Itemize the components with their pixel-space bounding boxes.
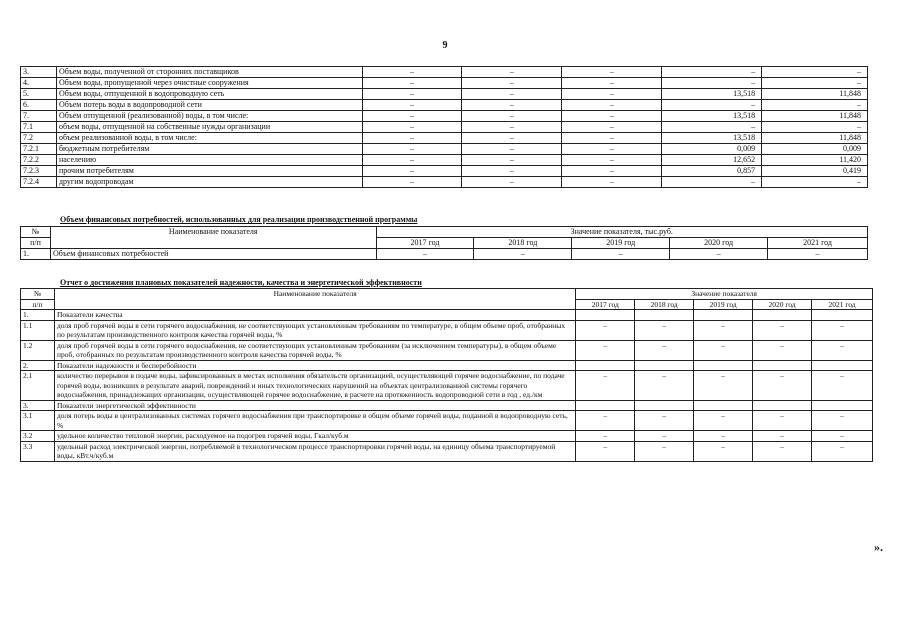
row-value: –: [812, 320, 873, 340]
row-name: доля проб горячей воды в сети горячего водоснабжения, не соответствующих установленным требованиям по температуре, в общем объеме проб, отобранных по результатам производственного контроля качества горячей воды, %: [54, 320, 575, 340]
row-name: доля потерь воды в централизованных системах горячего водоснабжения при транспортировке в общем объеме горячей воды, поданной в водопроводную сеть, %: [54, 411, 575, 431]
row-value: –: [753, 441, 812, 461]
row-number: 1.2: [21, 340, 55, 360]
col-num-header-2: п/п: [21, 238, 51, 249]
empty-cell: [812, 310, 873, 321]
row-name: Показатели надежности и бесперебойности: [54, 360, 575, 371]
row-value: –: [462, 133, 562, 144]
row-value: –: [753, 320, 812, 340]
row-value: –: [362, 155, 462, 166]
year-header: 2018 год: [474, 238, 572, 249]
table-row: [21, 144, 868, 155]
row-value: 13,518: [662, 133, 762, 144]
year-header: 2019 год: [694, 299, 753, 310]
row-value: –: [474, 249, 572, 260]
row-value: –: [362, 133, 462, 144]
row-number: 3.: [21, 67, 57, 78]
row-value: –: [562, 144, 662, 155]
row-value: –: [753, 340, 812, 360]
table-row: [21, 78, 868, 89]
row-value: –: [753, 411, 812, 431]
group-row: [21, 360, 873, 371]
year-header: 2021 год: [768, 238, 868, 249]
row-value: –: [462, 177, 562, 188]
row-value: 0,419: [762, 166, 868, 177]
row-value: –: [662, 67, 762, 78]
row-name: доля проб горячей воды в сети горячего водоснабжения, не соответствующих установленным требованиям (за исключением температуры), в общем объеме проб, отобранных по результатам производственного контроля качества горячей воды, %: [54, 340, 575, 360]
row-value: –: [462, 67, 562, 78]
row-value: –: [694, 371, 753, 401]
row-value: –: [812, 441, 873, 461]
empty-cell: [576, 360, 635, 371]
col-value-header: Значение показателя: [576, 289, 873, 300]
table-row: [21, 371, 873, 401]
row-value: –: [576, 411, 635, 431]
table-row: [21, 411, 873, 431]
col-name-header: Наименование показателя: [54, 289, 575, 310]
table-row: [21, 155, 868, 166]
row-value: –: [462, 144, 562, 155]
empty-cell: [753, 310, 812, 321]
row-value: –: [562, 133, 662, 144]
section-title-financial: Объем финансовых потребностей, использованных для реализации производственной программы: [60, 215, 418, 224]
col-num-header: №: [21, 289, 55, 300]
row-name: Показатели энергетической эффективности: [54, 400, 575, 411]
row-number: 3.3: [21, 441, 55, 461]
row-value: –: [562, 89, 662, 100]
row-value: –: [762, 177, 868, 188]
row-value: –: [762, 100, 868, 111]
row-value: –: [635, 431, 694, 442]
row-value: –: [576, 431, 635, 442]
row-value: –: [362, 78, 462, 89]
closing-quote: ».: [874, 540, 883, 554]
empty-cell: [576, 400, 635, 411]
empty-cell: [635, 400, 694, 411]
row-value: 11,848: [762, 111, 868, 122]
row-name: удельное количество тепловой энергии, расходуемое на подогрев горячей воды, Гкал/куб.м: [54, 431, 575, 442]
row-name: Объем воды, полученной от сторонних поставщиков: [56, 67, 362, 78]
row-value: –: [462, 78, 562, 89]
empty-cell: [694, 310, 753, 321]
row-value: –: [562, 166, 662, 177]
table-row: [21, 441, 873, 461]
section-title-reliability: Отчет о достижении плановых показателей надежности, качества и энергетической эффективности: [60, 278, 422, 287]
row-value: –: [562, 100, 662, 111]
row-value: –: [768, 249, 868, 260]
row-value: –: [362, 144, 462, 155]
row-name: другим водопроводам: [56, 177, 362, 188]
row-value: –: [753, 371, 812, 401]
row-value: –: [576, 371, 635, 401]
row-value: –: [562, 78, 662, 89]
row-value: –: [662, 177, 762, 188]
empty-cell: [694, 400, 753, 411]
col-num-header-2: п/п: [21, 299, 55, 310]
row-value: –: [562, 111, 662, 122]
empty-cell: [694, 360, 753, 371]
table-row: [21, 89, 868, 100]
row-number: 7.2: [21, 133, 57, 144]
empty-cell: [576, 310, 635, 321]
row-value: 12,652: [662, 155, 762, 166]
row-value: –: [562, 67, 662, 78]
row-value: –: [362, 177, 462, 188]
row-value: –: [812, 411, 873, 431]
table-row: [21, 340, 873, 360]
row-value: –: [670, 249, 768, 260]
col-name-header: Наименование показателя: [50, 227, 376, 249]
row-value: –: [562, 122, 662, 133]
row-value: –: [572, 249, 670, 260]
year-header: 2019 год: [572, 238, 670, 249]
empty-cell: [812, 400, 873, 411]
row-name: Показатели качества: [54, 310, 575, 321]
row-value: –: [362, 122, 462, 133]
row-number: 4.: [21, 78, 57, 89]
table-row: [21, 177, 868, 188]
table-row: [21, 166, 868, 177]
row-value: –: [576, 441, 635, 461]
row-value: –: [635, 320, 694, 340]
row-value: –: [362, 67, 462, 78]
row-name: удельный расход электрической энергии, потребляемой в технологическом процессе транспортировки горячей воды, на единицу объема транспортируемой воды, кВт.ч/куб.м: [54, 441, 575, 461]
row-number: 6.: [21, 100, 57, 111]
row-value: –: [662, 122, 762, 133]
empty-cell: [635, 360, 694, 371]
row-value: –: [462, 122, 562, 133]
row-value: –: [462, 166, 562, 177]
row-value: 13,518: [662, 111, 762, 122]
row-name: Объем воды, отпущенной в водопроводную сеть: [56, 89, 362, 100]
row-value: –: [694, 431, 753, 442]
row-name: прочим потребителям: [56, 166, 362, 177]
row-value: 11,848: [762, 89, 868, 100]
row-number: 2.: [21, 360, 55, 371]
row-name: объем реализованной воды, в том числе:: [56, 133, 362, 144]
year-header: 2021 год: [812, 299, 873, 310]
row-value: –: [635, 441, 694, 461]
row-name: объем воды, отпущенной на собственные нужды организации: [56, 122, 362, 133]
row-value: –: [462, 89, 562, 100]
row-value: –: [762, 67, 868, 78]
row-value: –: [462, 155, 562, 166]
row-value: 0,009: [762, 144, 868, 155]
row-value: 11,848: [762, 133, 868, 144]
row-value: 11,420: [762, 155, 868, 166]
row-value: –: [376, 249, 474, 260]
table-row: [21, 100, 868, 111]
row-value: –: [762, 78, 868, 89]
row-value: –: [562, 177, 662, 188]
col-num-header: №: [21, 227, 51, 238]
row-value: –: [694, 441, 753, 461]
row-number: 7.2.4: [21, 177, 57, 188]
empty-cell: [635, 310, 694, 321]
row-value: –: [812, 340, 873, 360]
water-volume-table: [20, 66, 868, 188]
row-name: бюджетным потребителям: [56, 144, 362, 155]
row-number: 7.2.3: [21, 166, 57, 177]
empty-cell: [753, 400, 812, 411]
row-value: –: [562, 155, 662, 166]
row-value: –: [462, 100, 562, 111]
row-value: 0,009: [662, 144, 762, 155]
row-value: –: [662, 100, 762, 111]
empty-cell: [753, 360, 812, 371]
group-row: [21, 400, 873, 411]
financial-needs-table: [20, 226, 868, 260]
year-header: 2020 год: [753, 299, 812, 310]
group-row: [21, 310, 873, 321]
table-row: [21, 320, 873, 340]
row-value: 0,857: [662, 166, 762, 177]
year-header: 2017 год: [576, 299, 635, 310]
row-value: –: [662, 78, 762, 89]
table-row: [21, 431, 873, 442]
year-header: 2020 год: [670, 238, 768, 249]
row-value: –: [635, 411, 694, 431]
row-number: 2.1: [21, 371, 55, 401]
page-number: 9: [442, 40, 448, 51]
row-name: Объем потерь воды в водопроводной сети: [56, 100, 362, 111]
row-value: –: [362, 111, 462, 122]
row-name: Объем воды, пропущенной через очистные сооружения: [56, 78, 362, 89]
col-value-header: Значение показателя, тыс.руб.: [376, 227, 867, 238]
row-value: –: [694, 340, 753, 360]
row-number: 7.: [21, 111, 57, 122]
row-name: количество перерывов в подаче воды, зафиксированных в местах исполнения обязательств организацией, осуществляющей горячее водоснабжение, по подаче горячей воды, возникших в результате аварий, повреждений и иных технологических нарушений на объектах централизованной системы горячего водоснабжения, принадлежащих организации, осуществляющей горячее водоснабжение, в расчете на протяженность водопроводной сети в год , ед./км: [54, 371, 575, 401]
row-value: –: [762, 122, 868, 133]
row-value: –: [576, 340, 635, 360]
row-value: –: [694, 320, 753, 340]
row-name: населению: [56, 155, 362, 166]
year-header: 2018 год: [635, 299, 694, 310]
table-row: [21, 122, 868, 133]
row-value: –: [812, 431, 873, 442]
row-number: 3.1: [21, 411, 55, 431]
row-value: –: [462, 111, 562, 122]
row-number: 5.: [21, 89, 57, 100]
table-row: [21, 67, 868, 78]
row-value: –: [362, 100, 462, 111]
table-row: [21, 133, 868, 144]
year-header: 2017 год: [376, 238, 474, 249]
row-number: 7.2.1: [21, 144, 57, 155]
row-number: 3.: [21, 400, 55, 411]
row-value: –: [362, 89, 462, 100]
row-value: 13,518: [662, 89, 762, 100]
row-name: Объем отпущенной (реализованной) воды, в том числе:: [56, 111, 362, 122]
row-value: –: [694, 411, 753, 431]
row-number: 7.2.2: [21, 155, 57, 166]
row-number: 3.2: [21, 431, 55, 442]
indicators-table: [20, 288, 873, 462]
row-name: Объем финансовых потребностей: [50, 249, 376, 260]
row-number: 1.: [21, 310, 55, 321]
table-row: [21, 249, 868, 260]
row-value: –: [812, 371, 873, 401]
row-value: –: [635, 371, 694, 401]
row-number: 1.1: [21, 320, 55, 340]
table-row: [21, 111, 868, 122]
row-value: –: [635, 340, 694, 360]
row-value: –: [362, 166, 462, 177]
empty-cell: [812, 360, 873, 371]
row-number: 1.: [21, 249, 51, 260]
row-value: –: [576, 320, 635, 340]
row-value: –: [753, 431, 812, 442]
row-number: 7.1: [21, 122, 57, 133]
